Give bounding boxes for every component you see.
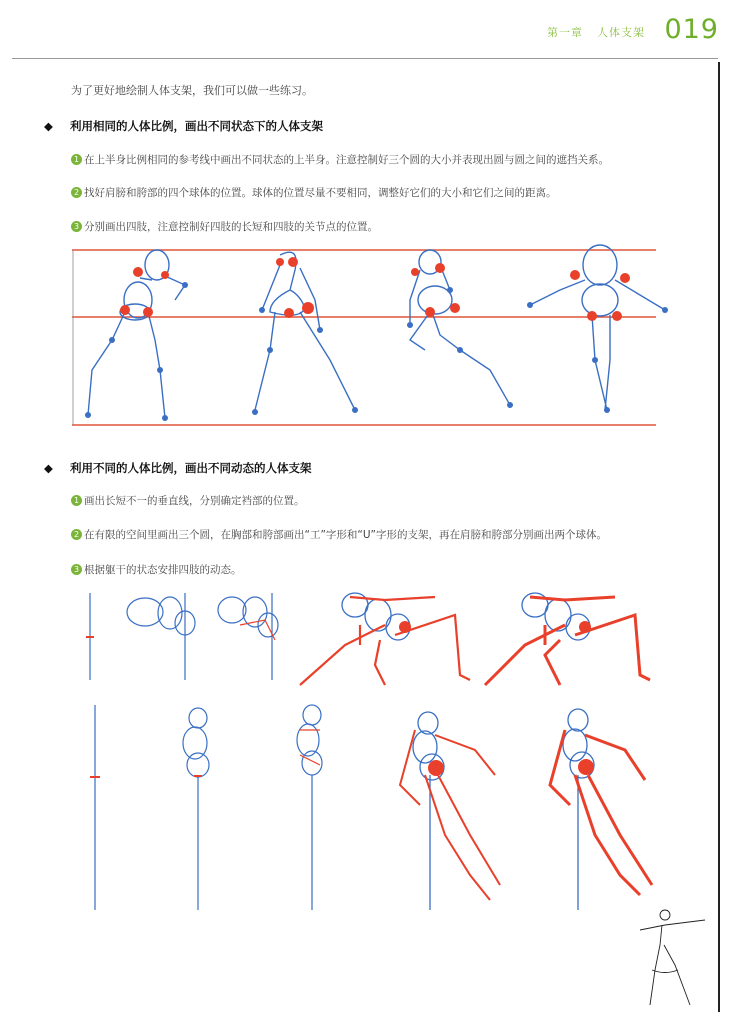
row1-stage3 xyxy=(218,593,278,680)
row2-stage4 xyxy=(400,712,500,910)
chapter-label xyxy=(547,24,645,40)
joint-spheres xyxy=(120,257,630,321)
row2-stage3 xyxy=(297,705,322,910)
step-text: 找好肩膀和胯部的四个球体的位置。球体的位置尽量不要相同，调整好它们的大小和它们之间的距离。 xyxy=(84,187,557,199)
step-number-badge: 1 xyxy=(71,495,82,506)
step-number-badge: 1 xyxy=(71,154,82,165)
row1-stage1 xyxy=(86,593,94,680)
section2-step-2 xyxy=(71,527,607,542)
chapter-title: 人体支架 xyxy=(597,26,645,39)
figure-2 xyxy=(255,252,355,410)
figure-4 xyxy=(530,245,665,410)
step-number-badge: 2 xyxy=(71,529,82,540)
section2-heading xyxy=(44,460,312,476)
row2-stage5 xyxy=(550,709,652,910)
section2-step-1 xyxy=(71,493,305,508)
section1-heading xyxy=(44,118,323,134)
joint-dots xyxy=(85,282,668,421)
figure-3 xyxy=(410,250,510,405)
corner-dancer-sketch xyxy=(640,910,705,1005)
step-text: 画出长短不一的垂直线，分别确定裆部的位置。 xyxy=(84,495,305,507)
section2-heading-text: 利用不同的人体比例，画出不同动态的人体支架 xyxy=(70,461,312,475)
same-proportion-figures-illustration xyxy=(0,240,741,435)
row2-stage1 xyxy=(90,705,100,910)
step-text: 在上半身比例相同的参考线中画出不同状态的上半身。注意控制好三个圆的大小并表现出圆与圆之间的遮挡关系。 xyxy=(84,154,609,166)
step-text: 根据躯干的状态安排四肢的动态。 xyxy=(84,564,242,576)
page-header xyxy=(0,0,741,55)
page-number: 019 xyxy=(664,14,719,45)
diamond-bullet-icon: ◆ xyxy=(44,461,53,475)
section1-step-3 xyxy=(71,219,378,234)
intro-text: 为了更好地绘制人体支架，我们可以做一些练习。 xyxy=(71,84,313,97)
row1-stage2 xyxy=(127,593,195,680)
section2-step-3 xyxy=(71,562,242,577)
header-rule xyxy=(12,58,718,59)
step-number-badge: 3 xyxy=(71,564,82,575)
row1-stage4 xyxy=(300,593,470,685)
step-number-badge: 2 xyxy=(71,187,82,198)
chapter-number: 第一章 xyxy=(547,26,583,39)
dynamic-figures-illustration xyxy=(0,585,741,1015)
row1-stage5 xyxy=(485,593,650,685)
diamond-bullet-icon: ◆ xyxy=(44,119,53,133)
step-number-badge: 3 xyxy=(71,221,82,232)
section1-step-1 xyxy=(71,152,609,167)
section1-heading-text: 利用相同的人体比例，画出不同状态下的人体支架 xyxy=(70,119,323,133)
section1-step-2 xyxy=(71,185,557,200)
step-text: 在有限的空间里画出三个圆，在胸部和胯部画出“工”字形和“U”字形的支架，再在肩膀和胯部分别画出两个球体。 xyxy=(84,529,607,541)
row2-stage2 xyxy=(183,708,209,910)
step-text: 分别画出四肢，注意控制好四肢的长短和四肢的关节点的位置。 xyxy=(84,221,378,233)
